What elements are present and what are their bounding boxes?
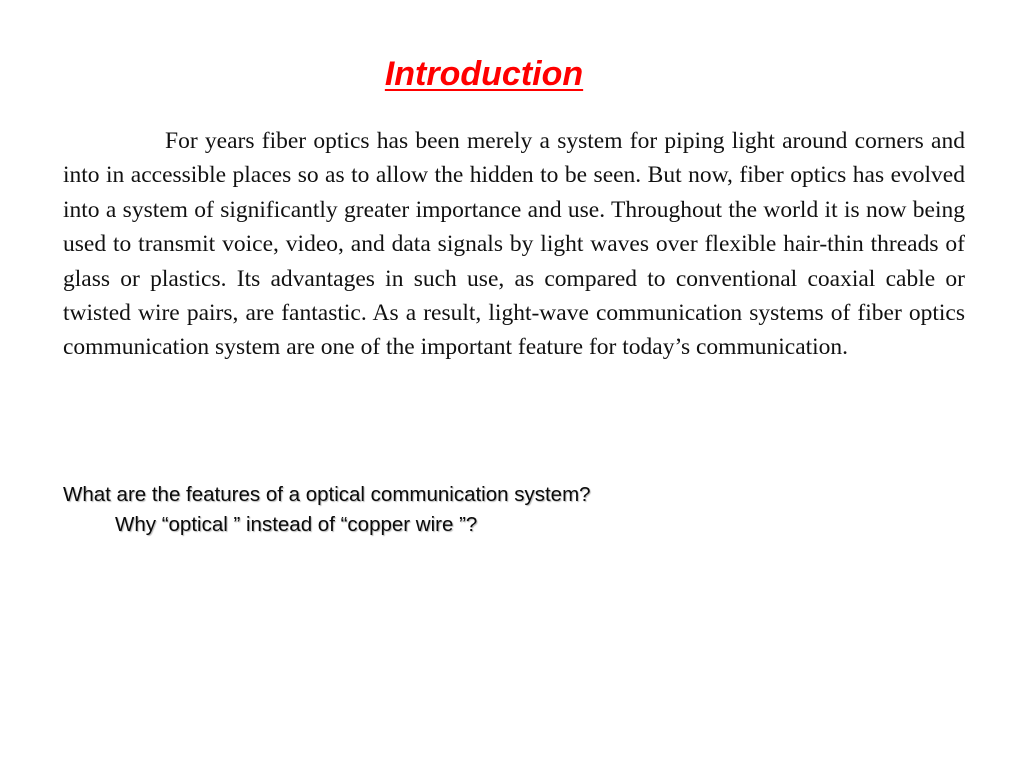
questions-block <box>63 480 963 540</box>
question-features: What are the features of a optical communication system? <box>63 483 591 506</box>
slide-title: Introduction <box>384 55 584 93</box>
intro-paragraph: For years fiber optics has been merely a system for piping light around corners and into in accessible places so as to allow the hidden to be seen. But now, fiber optics has evolved into a system of significantly greater importance and use. Throughout the world it is now being used to transmit voice, video, and data signals by light waves over flexible hair-thin threads of glass or plastics. Its advantages in such use, as compared to conventional coaxial cable or twisted wire pairs, are fantastic. As a result, light-wave communication systems of fiber optics communication system are one of the important feature for today’s communication. <box>63 128 965 361</box>
question-why-optical: Why “optical ” instead of “copper wire ”? <box>115 513 478 536</box>
